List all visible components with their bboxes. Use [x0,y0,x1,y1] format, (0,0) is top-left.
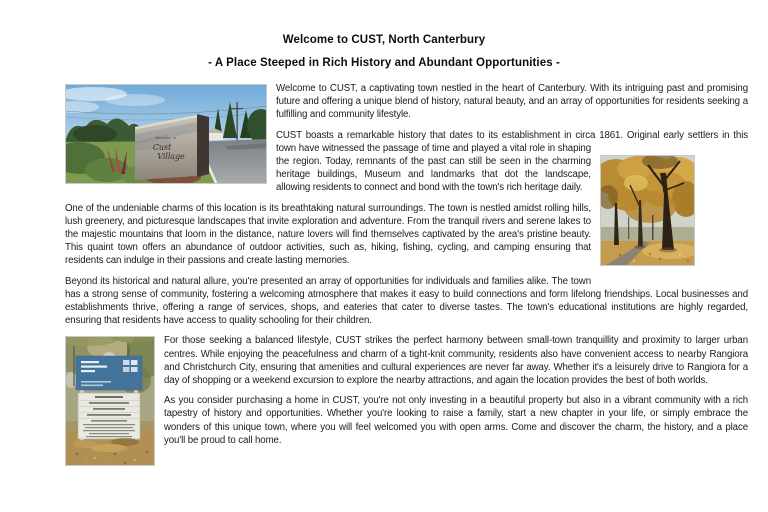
autumn-photo-float [600,82,695,266]
paragraph-community: Beyond its historical and natural allure, you're presented an array of opportunities for individuals and families alike. The town has a strong sense of community, fostering a welcoming atmosphere that makes it easy to build connections and form lifelong friendships. Local businesses and establishments thrive, offering a range of services, shops, and eateries that cater to diverse tastes. The town's educational institutions are highly regarded, ensuring that residents have access to quality schooling for their children. [65,275,748,327]
village-sign-illustration [65,84,267,184]
paragraph-lifestyle: For those seeking a balanced lifestyle, CUST strikes the perfect harmony between small-town tranquillity and proximity to larger urban centres. While enjoying the peacefulness and charm of a tight-knit community, residents also have convenient access to nearby Rangiora and Christchurch City, ensuring that amenities and cultural experiences are never far away. Whether it's a leisurely drive to Rangiora for a day of shopping or a weekend excursion to explore the nearby attractions, and again the location provides the best of both worlds. [164,335,748,387]
sign-name-word2: Village [157,152,185,161]
page-subtitle: - A Place Steeped in Rich History and Abundant Opportunities - [208,57,560,69]
sign-name-word1: Cust [152,143,172,152]
paragraph-nature: One of the undeniable charms of this location is its breathtaking natural surroundings. The town is nestled amidst rolling hills, lush greenery, and picturesque landscapes that invite exploration and adventure. From the tranquil rivers and serene lakes to the majestic mountains that loom in the distance, nature lovers will find themselves captivated by the area's pristine beauty. This quaint town offers an abundance of outdoor activities, such as, hiking, fishing, cycling, and camping ensuring that residents can indulge in their passions and create lasting memories. [65,202,591,267]
paragraph-history: CUST boasts a remarkable history that dates to its establishment in circa 1861. Original early settlers in this town have witnessed the passage of time and played a vital role in shaping the region. Today, remnants of the past can still be seen in the charming heritage buildings, Museum and landmarks that dot the landscape, allowing residents to connect and bond with the town's rich heritage daily. [276,129,748,194]
paragraph-closing: As you consider purchasing a home in CUST, you're not only investing in a beautiful property but also in a vibrant community with a rich tapestry of history and opportunities. Whether you're looking to raise a family, start a new chapter in your life, or simply embrace the wonders of this unique town, where you will feel welcomed you with open arms. Come and discover the charm, the history, and a place you'll be proud to call home. [164,395,748,446]
article-body [65,82,748,447]
community-board-illustration [65,336,155,466]
page-title: Welcome to CUST, North Canterbury [282,34,486,46]
paragraph-welcome: Welcome to CUST, a captivating town nestled in the heart of Canterbury. With its intriguing past and promising future and offering a unique blend of history, natural beauty, and an array of opportunities for residents seeking a fulfilling and community lifestyle. [276,83,748,121]
village-sign-photo [65,84,267,184]
document-header [0,0,768,69]
sign-welcome-text: Welcome to [155,136,177,140]
community-board-photo [65,336,155,466]
autumn-trees-illustration [600,155,695,266]
